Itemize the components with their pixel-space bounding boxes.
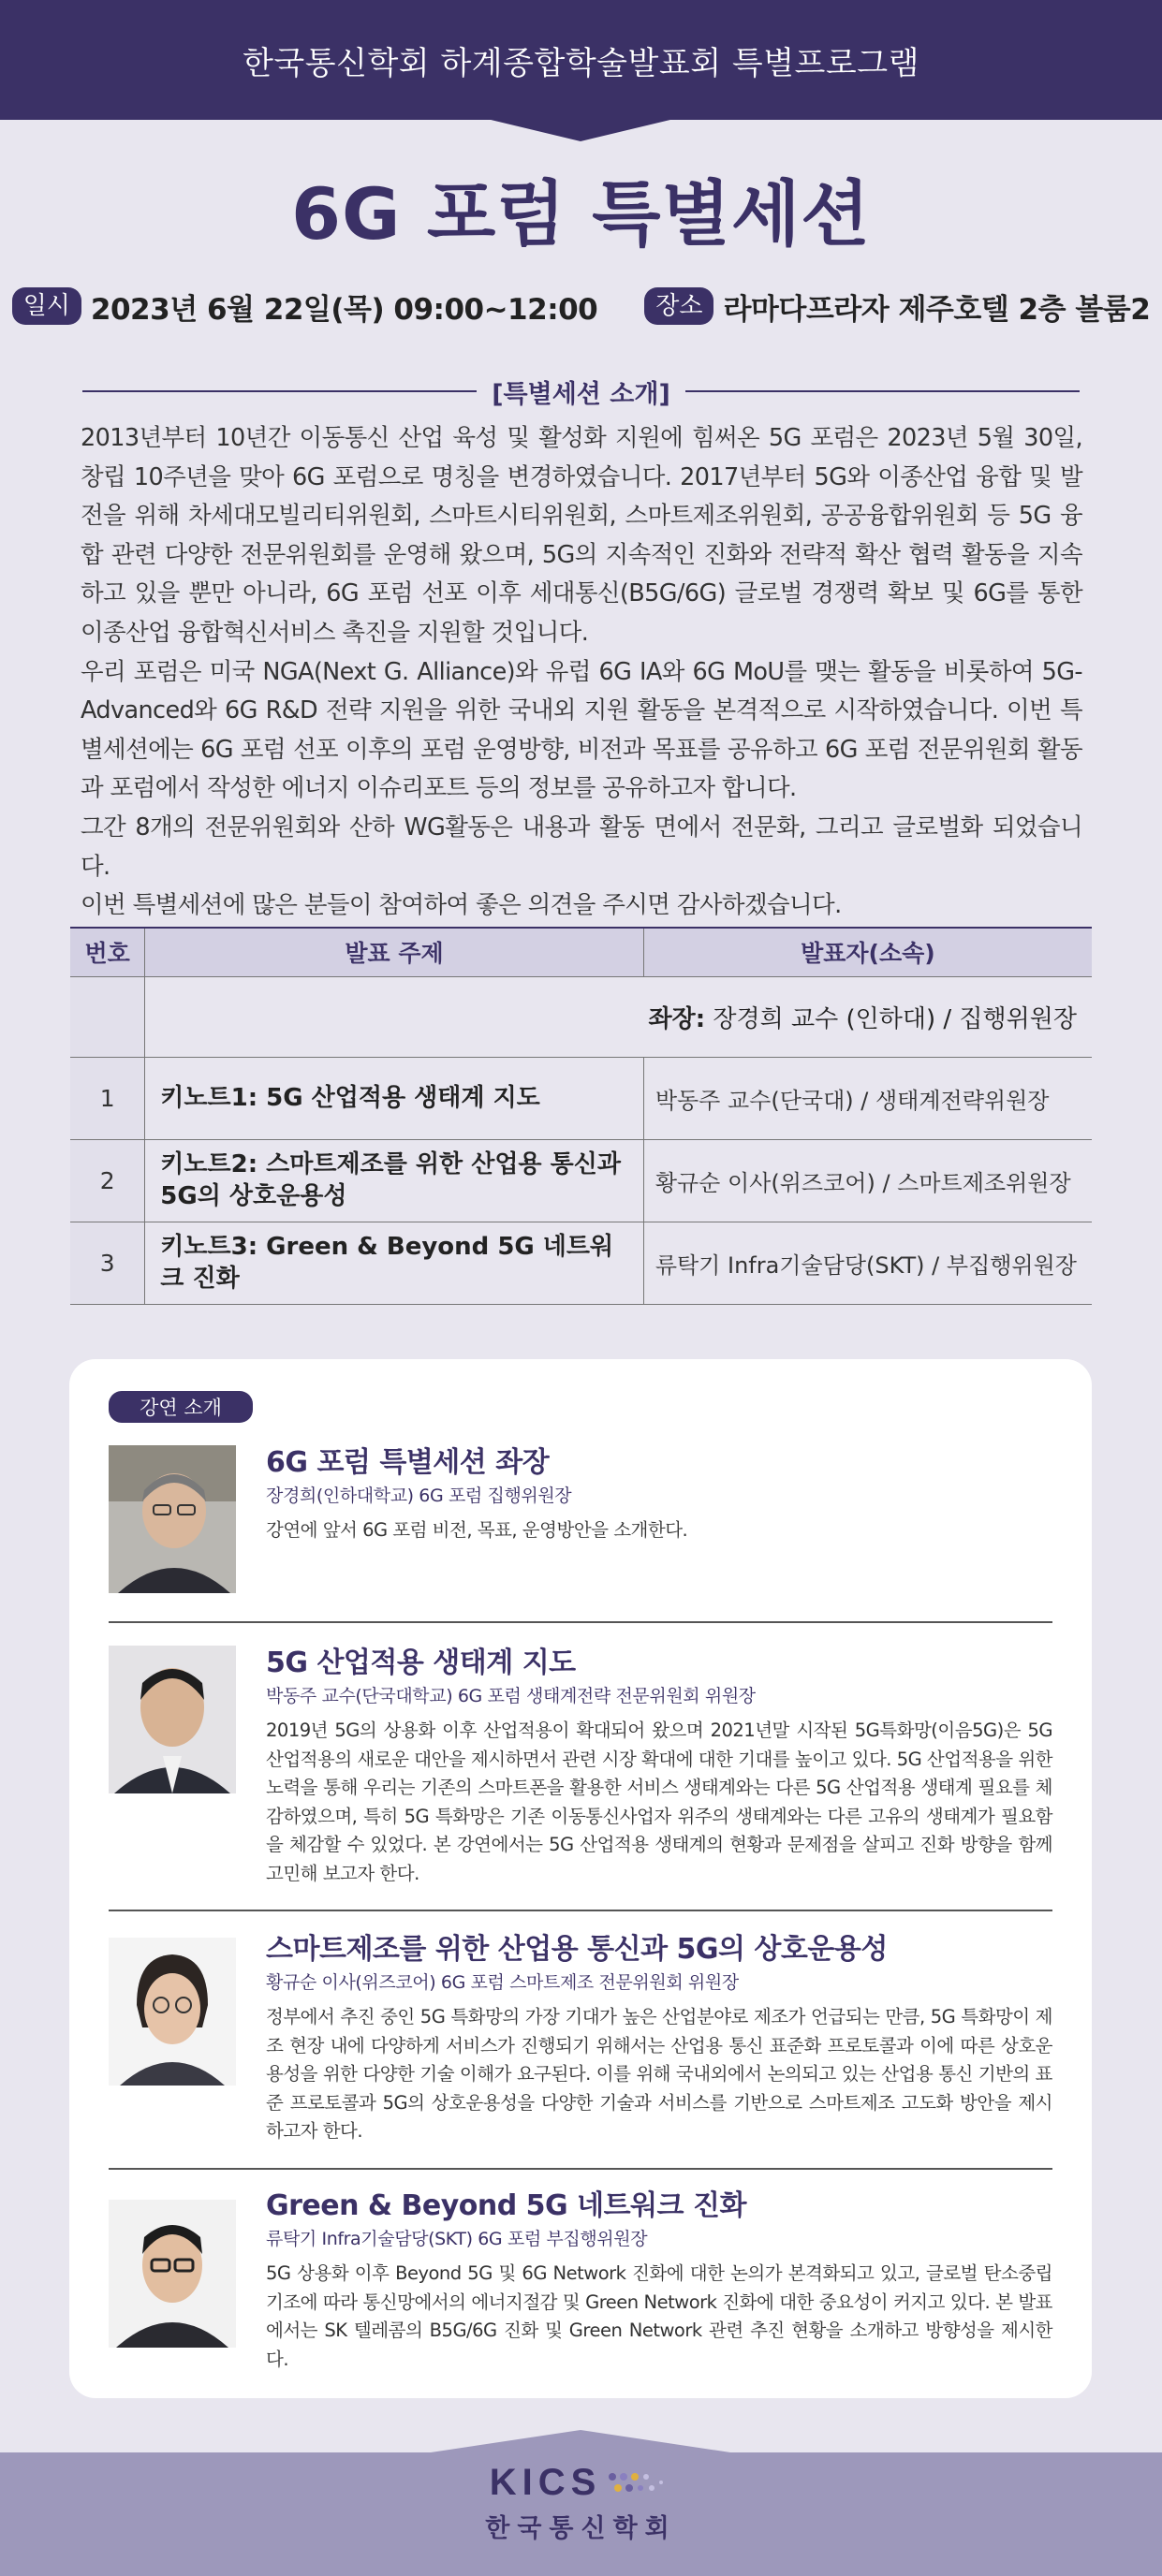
intro-paragraph: 그간 8개의 전문위원회와 산하 WG활동은 내용과 활동 면에서 전문화, 그리고 글로벌화 되었습니다. [81, 812, 1082, 881]
intro-paragraph: 이번 특별세션에 많은 분들이 참여하여 좋은 의견을 주시면 감사하겠습니다. [81, 891, 842, 920]
table-row [70, 1057, 1092, 1139]
speaker-photo [109, 1938, 236, 2086]
row-speaker: 황규순 이사(위즈코어) / 스마트제조위원장 [643, 1139, 1092, 1222]
talk-divider [109, 1621, 1052, 1623]
date-value: 2023년 6월 22일(목) 09:00~12:00 [90, 292, 598, 327]
divider-left [82, 390, 477, 392]
talk-text [266, 2188, 1052, 2374]
footer-notch [431, 2430, 730, 2452]
row-topic: 키노트2: 스마트제조를 위한 산업용 통신과 5G의 상호운용성 [145, 1139, 644, 1222]
talk-description: 강연에 앞서 6G 포럼 비전, 목표, 운영방안을 소개한다. [266, 1519, 688, 1541]
page-title: 6G 포럼 특별세션 [291, 172, 871, 256]
banner-notch [487, 119, 674, 141]
intro-paragraph: 2013년부터 10년간 이동통신 산업 육성 및 활성화 지원에 힘써온 5G 포럼은 2023년 5월 30일, 창립 10주년을 맞아 6G 포럼으로 명칭을 변경하였습니다. 2017년부터 5G와 이종산업 융합 및 발전을 위해 차세대모빌리티위원회, 스마트시티위원회, 스마트제조위원회, 공공융합위원회 등 5G 융합 관련 다양한 전문위원회를 운영해 왔으며, 5G의 지속적인 진화와 전략적 확산 협력 활동을 지속하고 있을 뿐만 아니라, 6G 포럼 선포 이후 세대통신(B5G/6G) 글로벌 경쟁력 확보 및 6G를 통한 이종산업 융합혁신서비스 촉진을 지원할 것입니다. [81, 424, 1090, 647]
place-info [644, 285, 1150, 328]
talk-text [266, 1932, 1052, 2146]
talk-description: 정부에서 추진 중인 5G 특화망의 가장 기대가 높은 산업분야로 제조가 언급되는 만큼, 5G 특화망이 제조 현장 내에 다양하게 서비스가 진행되기 위해서는 산업용 통신 표준화 프로토콜과 이에 따른 상호운용성을 위한 다양한 기술 이해가 요구된다. 이를 위해 국내외에서 논의되고 있는 산업용 통신 기반의 표준 프로토콜과 5G의 상호운용성을 다양한 기술과 서비스를 기반으로 스마트제조 고도화 방안을 제시하고자 한다. [266, 2006, 1052, 2142]
talks-card [69, 1359, 1092, 2398]
chair-cell [145, 976, 1092, 1057]
talk-description: 5G 상용화 이후 Beyond 5G 및 6G Network 진화에 대한 논의가 본격화되고 있고, 글로벌 탄소중립 기조에 따라 통신망에서의 에너지절감 및 Green Network 진화에 대한 중요성이 커지고 있다. 본 발표에서는 SK 텔레콤의 B5G/6G 진화 및 Green Network 관련 추진 현황을 소개하고 방향성을 제시한다. [266, 2262, 1052, 2370]
talk-item [109, 1932, 1052, 2166]
talk-title: 6G 포럼 특별세션 좌장 [266, 1446, 550, 1479]
talk-affiliation: 황규순 이사(위즈코어) 6G 포럼 스마트제조 전문위원회 위원장 [266, 1972, 739, 1993]
chair-row [70, 976, 1092, 1057]
talk-title: Green & Beyond 5G 네트워크 진화 [266, 2189, 746, 2222]
intro-paragraph: 우리 포럼은 미국 NGA(Next G. Alliance)와 유럽 6G IA와 6G MoU를 맺는 활동을 비롯하여 5G-Advanced와 6G R&D 전략 지원을 위한 국내외 지원 활동을 본격적으로 시작하였습니다. 이번 특별세션에는 6G 포럼 선포 이후의 포럼 운영방향, 비전과 목표를 공유하고 6G 포럼 전문위원회 활동과 포럼에서 작성한 에너지 이슈리포트 등의 정보를 공유하고자 합니다. [81, 657, 1082, 803]
speaker-photo [109, 1445, 236, 1593]
talk-text [266, 1646, 1052, 1888]
row-topic: 키노트3: Green & Beyond 5G 네트워크 진화 [145, 1222, 644, 1304]
speaker-photo [109, 1646, 236, 1793]
talk-divider [109, 1910, 1052, 1911]
chair-value: 장경희 교수 (인하대) / 집행위원장 [713, 1004, 1077, 1033]
talk-affiliation: 류탁기 Infra기술담당(SKT) 6G 포럼 부집행위원장 [266, 2229, 648, 2249]
date-info [12, 285, 598, 328]
talk-description: 2019년 5G의 상용화 이후 산업적용이 확대되어 왔으며 2021년말 시작된 5G특화망(이음5G)은 5G 산업적용의 새로운 대안을 제시하면서 관련 시장 확대에 대한 기대를 높이고 있다. 5G 산업적용을 위한 노력을 통해 우리는 기존의 스마트폰을 활용한 서비스 생태계와는 다른 5G 산업적용 생태계 필요를 체감하였으며, 특히 5G 특화망은 기존 이동통신사업자 위주의 생태계와는 다른 고유의 생태계가 필요함을 체감할 수 있었다. 본 강연에서는 5G 산업적용 생태계의 현황과 문제점을 살피고 진화 방향을 함께 고민해 보고자 한다. [266, 1720, 1052, 1884]
kics-logo [0, 2462, 1162, 2544]
date-label: 일시 [12, 287, 81, 325]
table-header-row [70, 928, 1092, 976]
talk-title: 스마트제조를 위한 산업용 통신과 5G의 상호운용성 [266, 1933, 888, 1966]
chair-number-cell [70, 976, 145, 1057]
place-label: 장소 [644, 287, 713, 325]
row-number: 1 [70, 1057, 145, 1139]
logo-mark-row [490, 2462, 673, 2504]
speaker-photo [109, 2200, 236, 2348]
intro-heading-text: [특별세션 소개] [492, 379, 670, 409]
row-number: 2 [70, 1139, 145, 1222]
intro-text [81, 419, 1090, 926]
chair-label: 좌장: [648, 1004, 706, 1033]
logo-org-name: 한국통신학회 [485, 2514, 677, 2543]
talk-divider [109, 2168, 1052, 2170]
event-info [0, 283, 1162, 329]
row-speaker: 박동주 교수(단국대) / 생태계전략위원장 [643, 1057, 1092, 1139]
talks-label: 강연 소개 [109, 1391, 253, 1423]
divider-right [685, 390, 1080, 392]
row-number: 3 [70, 1222, 145, 1304]
talk-title: 5G 산업적용 생태계 지도 [266, 1647, 576, 1679]
table-row [70, 1139, 1092, 1222]
logo-dots-icon [607, 2469, 672, 2497]
place-value: 라마다프라자 제주호텔 2층 볼룸2 [723, 292, 1151, 327]
banner-title: 한국통신학회 하계종합학술발표회 특별프로그램 [243, 44, 919, 82]
top-banner [0, 0, 1162, 120]
table-row [70, 1222, 1092, 1304]
talk-affiliation: 박동주 교수(단국대학교) 6G 포럼 생태계전략 전문위원회 위원장 [266, 1686, 756, 1706]
row-topic: 키노트1: 5G 산업적용 생태계 지도 [145, 1057, 644, 1139]
talk-item [109, 1445, 1052, 1604]
program-table [70, 927, 1092, 1305]
logo-wordmark: KICS [489, 2462, 602, 2503]
talk-affiliation: 장경희(인하대학교) 6G 포럼 집행위원장 [266, 1486, 572, 1506]
header-speaker: 발표자(소속) [643, 928, 1092, 976]
talk-text [266, 1445, 1052, 1545]
row-speaker: 류탁기 Infra기술담당(SKT) / 부집행위원장 [643, 1222, 1092, 1304]
header-topic: 발표 주제 [145, 928, 644, 976]
header-number: 번호 [70, 928, 145, 976]
talk-item [109, 2188, 1052, 2385]
talk-item [109, 1646, 1052, 1908]
intro-heading [82, 373, 1080, 410]
